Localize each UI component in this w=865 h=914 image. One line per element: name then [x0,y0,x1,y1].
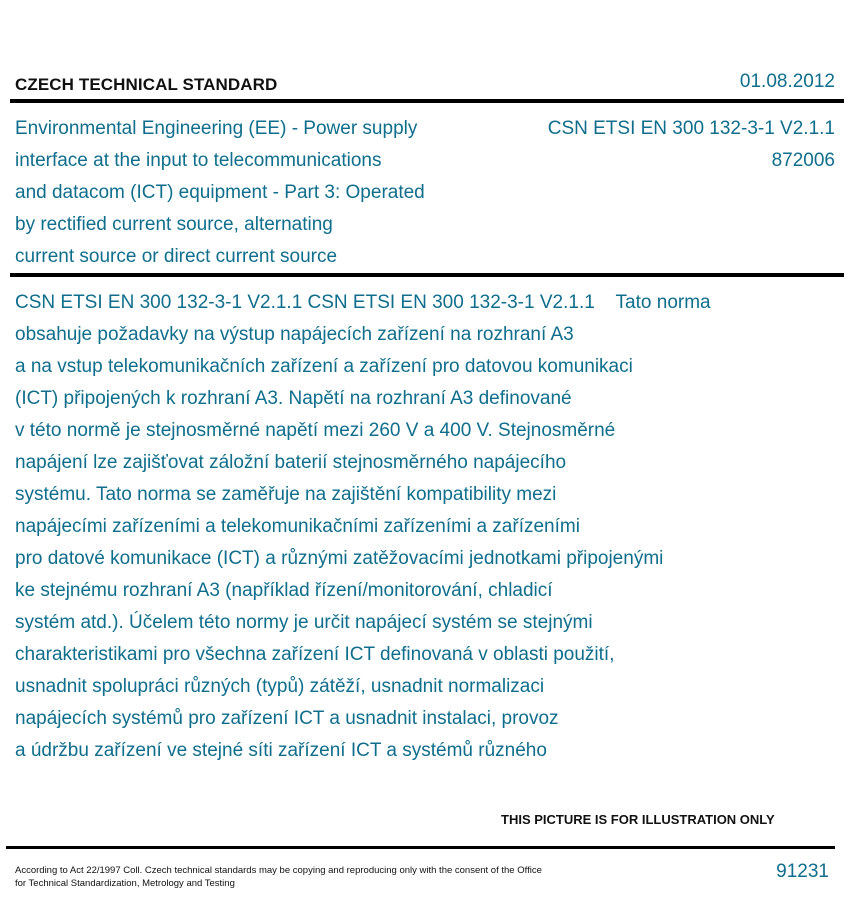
abstract-line: ke stejnému rozhraní A3 (například řízení/monitorování, chladicí [15,580,553,601]
legal-line: for Technical Standardization, Metrology and Testing [15,878,235,889]
abstract-line: (ICT) připojených k rozhraní A3. Napětí na rozhraní A3 definované [15,388,572,409]
header-divider [10,99,844,103]
price-code: 91231 [776,861,829,882]
abstract-line: usnadnit spolupráci různých (typů) zátěží, usnadnit normalizaci [15,676,545,697]
catalog-number: 872006 [771,150,835,171]
title-line: current source or direct current source [15,246,338,267]
title-line: by rectified current source, alternating [15,214,333,235]
abstract-line: v této normě je stejnosměrné napětí mezi 260 V a 400 V. Stejnosměrné [15,420,616,441]
standard-type-label: CZECH TECHNICAL STANDARD [15,75,278,94]
abstract-line: napájení lze zajišťovat záložní baterií stejnosměrného napájecího [15,452,567,473]
legal-line: According to Act 22/1997 Coll. Czech technical standards may be copying and reproducing only with the consent of the Office [15,865,542,876]
abstract-line: obsahuje požadavky na výstup napájecích zařízení na rozhraní A3 [15,324,574,345]
title-divider [10,273,844,277]
abstract-line: a na vstup telekomunikačních zařízení a zařízení pro datovou komunikaci [15,356,633,377]
abstract-line: napájecích systémů pro zařízení ICT a usnadnit instalaci, provoz [15,708,559,729]
title-line: interface at the input to telecommunications [15,150,382,171]
abstract-line: charakteristikami pro všechna zařízení ICT definovaná v oblasti použití, [15,644,615,665]
publication-date: 01.08.2012 [739,71,835,92]
footer-divider [6,846,835,849]
abstract-line: CSN ETSI EN 300 132-3-1 V2.1.1 CSN ETSI EN 300 132-3-1 V2.1.1 Tato norma [15,292,711,313]
illustration-notice: THIS PICTURE IS FOR ILLUSTRATION ONLY [501,812,775,827]
abstract-line: napájecími zařízeními a telekomunikačními zařízeními a zařízeními [15,516,580,537]
title-line: Environmental Engineering (EE) - Power supply [15,118,418,139]
standard-code: CSN ETSI EN 300 132-3-1 V2.1.1 [547,118,835,139]
abstract-line: a údržbu zařízení ve stejné síti zařízení ICT a systémů různého [15,740,547,761]
abstract-text [15,287,835,767]
standard-identifiers [548,113,835,177]
abstract-line: systém atd.). Účelem této normy je určit napájecí systém se stejnými [15,612,593,633]
abstract-line: systému. Tato norma se zaměřuje na zajištění kompatibility mezi [15,484,557,505]
legal-notice [15,864,615,890]
document-title [15,113,495,273]
abstract-line: pro datové komunikace (ICT) a různými zatěžovacími jednotkami připojenými [15,548,664,569]
title-line: and datacom (ICT) equipment - Part 3: Operated [15,182,425,203]
